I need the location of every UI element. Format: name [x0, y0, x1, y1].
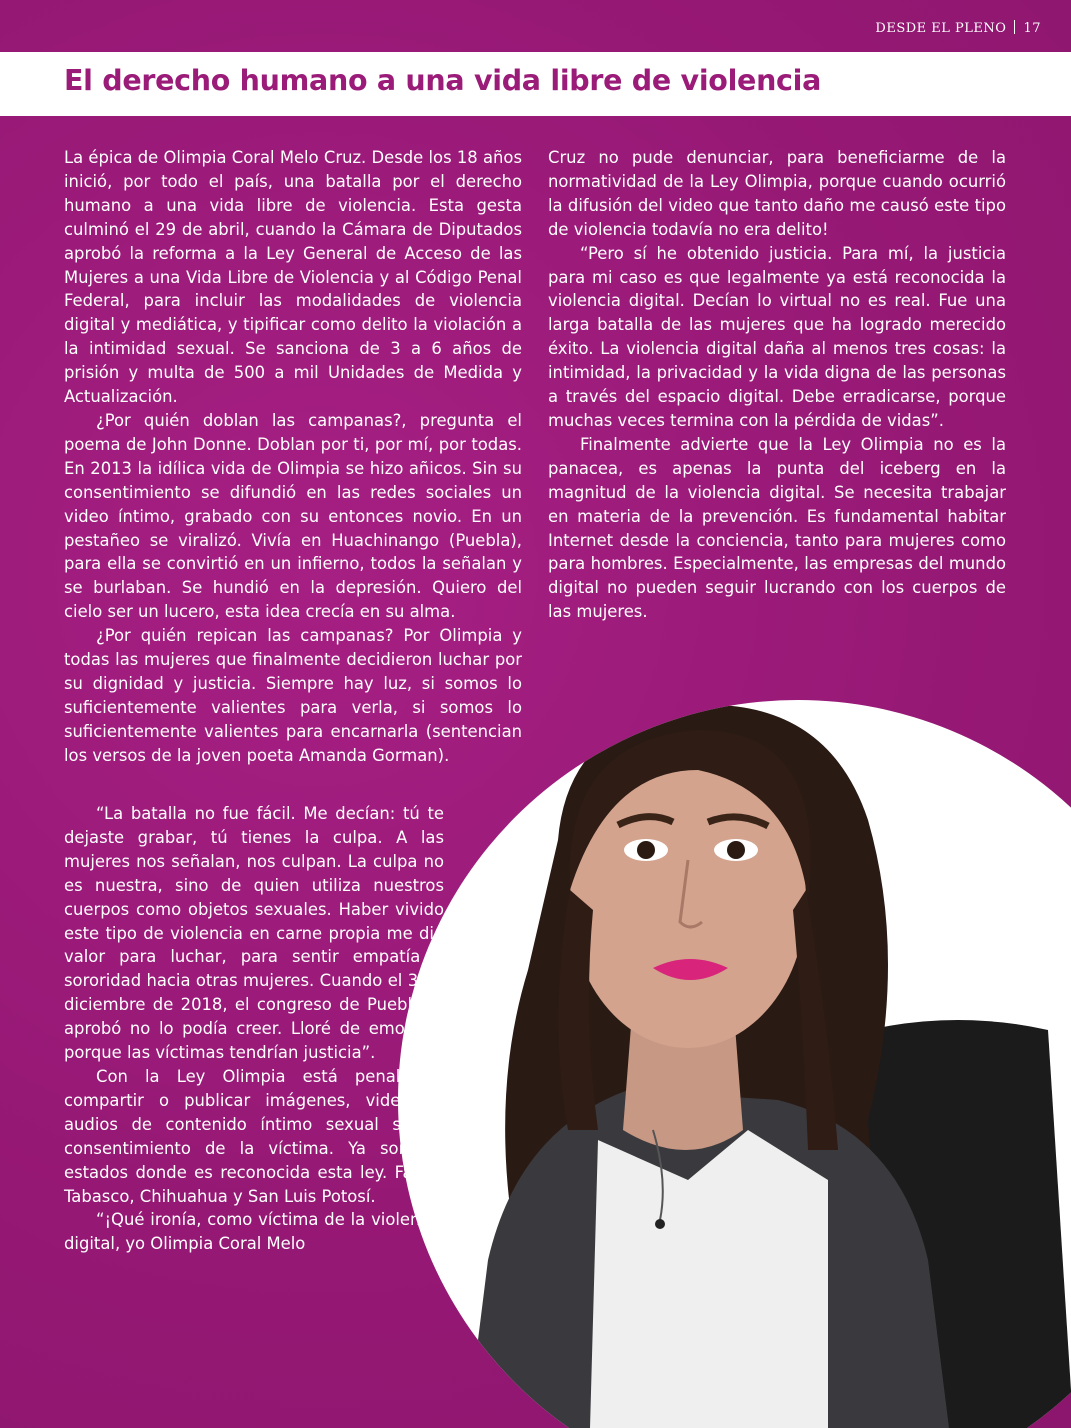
paragraph: “¡Qué ironía, como víctima de la violencia digital, yo Olimpia Coral Melo: [64, 1210, 444, 1254]
paragraph: Con la Ley Olimpia está penalizado compartir o publicar imágenes, videos o audios de contenido íntimo sexual sin el consentimiento de la víctima. Ya son 29 estados donde es reconocida esta ley. Faltan Tabasco, Chihuahua y San Luis Potosí.: [64, 1066, 444, 1206]
left-column: [64, 146, 522, 768]
paragraph: “La batalla no fue fácil. Me decían: tú te dejaste grabar, tú tienes la culpa. A las mujeres nos señalan, nos culpan. La culpa no es nuestra, sino de quien utiliza nuestros cuerpos como objetos sexuales. Haber vivido este tipo de violencia en carne propia me dio valor para luchar, para sentir empatía y sororidad hacia otras mujeres. Cuando el 3 de diciembre de 2018, el congreso de Puebla la aprobó no lo podía creer. Lloré de emoción, porque las víctimas tendrían justicia”.: [64, 804, 444, 1063]
bottom-left-column: [64, 802, 444, 1256]
running-head: [875, 20, 1041, 36]
paragraph: ¿Por quién repican las campanas? Por Olimpia y todas las mujeres que finalmente decidieron luchar por su dignidad y justicia. Siempre hay luz, si somos lo suficientemente valientes para verla, si somos lo suficientemente valientes para encarnarla (sentencian los versos de la joven poeta Amanda Gorman).: [64, 626, 522, 765]
portrait-photo: [398, 700, 1071, 1428]
right-column: [548, 146, 1006, 624]
header-divider: [1014, 20, 1015, 34]
paragraph: La épica de Olimpia Coral Melo Cruz. Desde los 18 años inició, por todo el país, una batalla por el derecho humano a una vida libre de violencia. Esta gesta culminó el 29 de abril, cuando la Cámara de Diputados aprobó la reforma a la Ley General de Acceso de las Mujeres a una Vida Libre de Violencia y al Código Penal Federal, para incluir las modalidades de violencia digital y mediática, y tipificar como delito la violación a la intimidad sexual. Se sanciona de 3 a 6 años de prisión y multa de 500 a mil Unidades de Medida y Actualización.: [64, 148, 522, 407]
woman-portrait-image: [398, 700, 1071, 1428]
paragraph: Cruz no pude denunciar, para beneficiarme de la normatividad de la Ley Olimpia, porque cuando ocurrió la difusión del video que tanto daño me causó este tipo de violencia todavía no era delito!: [548, 148, 1006, 239]
paragraph: Finalmente advierte que la Ley Olimpia no es la panacea, es apenas la punta del iceberg en la magnitud de la violencia digital. Se necesita trabajar en materia de la prevención. Es fundamental habitar Internet desde la conciencia, tanto para mujeres como para hombres. Especialmente, las empresas del mundo digital no pueden seguir lucrando con los cuerpos de las mujeres.: [548, 434, 1006, 622]
page-number: 17: [1023, 21, 1041, 36]
paragraph: “Pero sí he obtenido justicia. Para mí, la justicia para mi caso es que legalmente ya está reconocida la violencia digital. Decían lo virtual no es real. Fue una larga batalla de las mujeres que ha logrado merecido éxito. La violencia digital daña al menos tres cosas: la intimidad, la privacidad y la vida digna de las personas a través del espacio digital. Debe erradicarse, porque muchas veces termina con la pérdida de vidas”.: [548, 243, 1006, 430]
article-title: El derecho humano a una vida libre de violencia: [64, 64, 822, 97]
paragraph: ¿Por quién doblan las campanas?, pregunta el poema de John Donne. Doblan por ti, por mí, por todas. En 2013 la idílica vida de Olimpia se hizo añicos. Sin su consentimiento se difundió en las redes sociales un video íntimo, grabado con su entonces novio. En un pestañeo se viralizó. Vivía en Huachinango (Puebla), para ella se convirtió en un infierno, todos la señalan y se burlaban. Se hundió en la depresión. Quiero del cielo ser un lucero, esta idea crecía en su alma.: [64, 410, 522, 622]
section-name: DESDE EL PLENO: [875, 21, 1007, 36]
